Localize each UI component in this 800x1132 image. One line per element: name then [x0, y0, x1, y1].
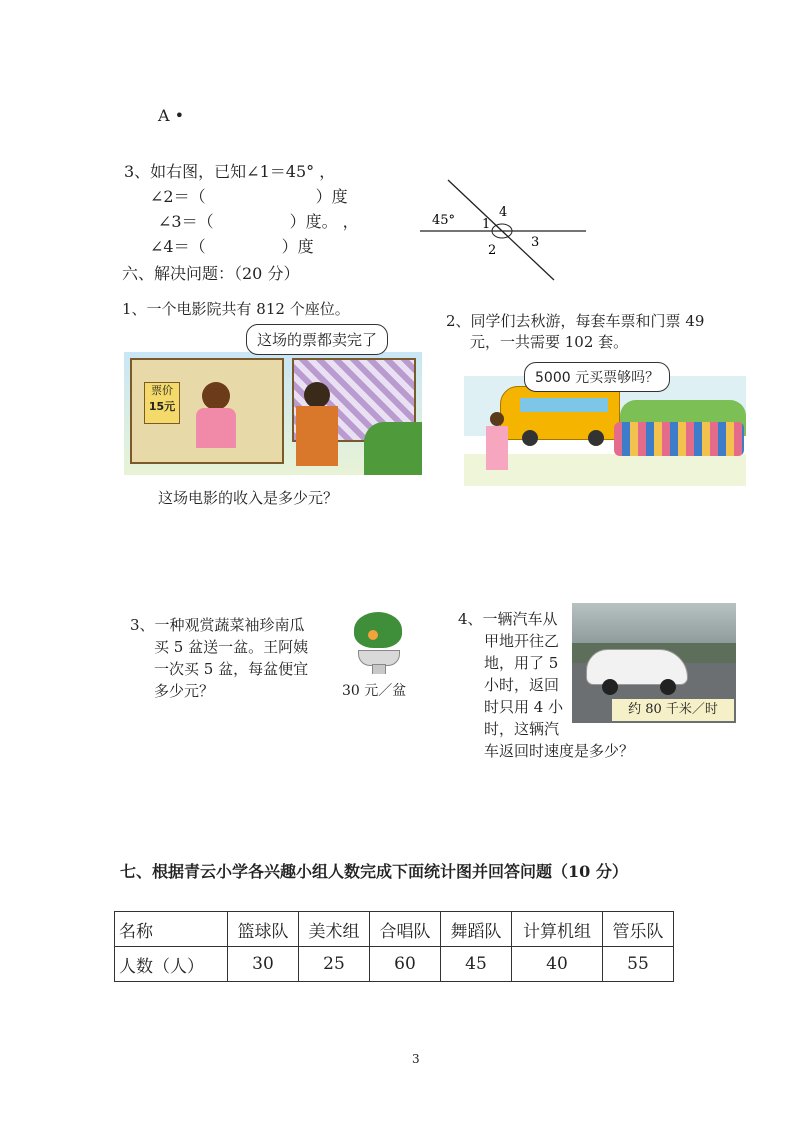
table-header-cell: 篮球队 — [228, 912, 299, 947]
interest-group-table — [114, 911, 674, 982]
p3-line4: 多少元？ — [154, 682, 215, 700]
table-cell: 40 — [512, 947, 603, 982]
table-cell: 60 — [370, 947, 441, 982]
angle-45-label: 45° — [432, 213, 456, 228]
table-row — [115, 947, 674, 982]
price-sign-value: 15元 — [148, 400, 176, 413]
table-header-cell: 管乐队 — [603, 912, 674, 947]
seller-body — [196, 408, 236, 448]
p4-line6: 时，这辆汽 — [484, 720, 560, 738]
p4-line1: 4、一辆汽车从 — [458, 610, 558, 628]
p1-text: 1、一个电影院共有 812 个座位。 — [122, 300, 350, 318]
table-header-row — [115, 912, 674, 947]
page-number: 3 — [412, 1052, 420, 1066]
table-cell: 55 — [603, 947, 674, 982]
pumpkin — [368, 630, 378, 640]
children-crowd — [614, 422, 744, 456]
p4-line3: 地，用了 5 — [484, 654, 559, 672]
q3-angle2-prefix: ∠2＝（ — [150, 187, 206, 206]
seller-head — [202, 382, 230, 410]
field-trip-illustration — [464, 376, 746, 486]
teacher-head — [490, 412, 504, 426]
bus-wheel-rear — [588, 430, 604, 446]
section7-title: 七、根据青云小学各兴趣小组人数完成下面统计图并回答问题（10 分） — [120, 862, 628, 881]
p1-question: 这场电影的收入是多少元？ — [158, 489, 339, 507]
q3-angle4-prefix: ∠4＝（ — [150, 237, 206, 256]
q3-angle3-prefix: ∠3＝（ — [158, 212, 214, 231]
car-photo-sky — [572, 603, 736, 643]
angle-2-label: 2 — [488, 243, 497, 258]
section6-title: 六、解决问题：（20 分） — [122, 264, 300, 283]
table-header-cell: 计算机组 — [512, 912, 603, 947]
angle-4-label: 4 — [499, 205, 508, 220]
q3-line2 — [150, 184, 348, 207]
angle-3-label: 3 — [531, 235, 540, 250]
diagonal-line — [448, 180, 554, 280]
q3-angle2-suffix: ）度 — [315, 187, 348, 206]
p3-line3: 一次买 5 盆，每盆便宜 — [154, 660, 309, 678]
table-cell: 25 — [299, 947, 370, 982]
car-wheel-front — [602, 679, 618, 695]
p2-line2: 元，一共需要 102 套。 — [470, 333, 629, 351]
p4-line4: 小时，返回 — [484, 676, 560, 694]
buyer-body — [296, 406, 338, 466]
point-a-label: A • — [158, 106, 185, 125]
q3-angle3-suffix: ）度。 ， — [289, 212, 359, 231]
q3-angle4-suffix: ）度 — [281, 237, 314, 256]
price-sign-title: 票价 — [151, 384, 173, 397]
table-header-cell: 美术组 — [299, 912, 370, 947]
table-header-cell: 舞蹈队 — [441, 912, 512, 947]
pot-stand — [372, 664, 386, 674]
table-cell: 45 — [441, 947, 512, 982]
buyer-head — [304, 382, 330, 408]
p3-line1: 3、一种观赏蔬菜袖珍南瓜 — [130, 616, 305, 634]
angle-1-label: 1 — [482, 217, 491, 232]
car-photo — [572, 603, 736, 723]
speed-label: 约 80 千米／时 — [612, 699, 734, 721]
angle-figure — [418, 176, 588, 286]
potted-pumpkin-image — [350, 610, 406, 674]
car-wheel-rear — [660, 679, 676, 695]
plant-leaves — [354, 612, 402, 648]
p2-line1: 2、同学们去秋游，每套车票和门票 49 — [446, 312, 705, 330]
p3-price: 30 元／盆 — [342, 683, 407, 699]
table-header-cell: 合唱队 — [370, 912, 441, 947]
bush — [364, 422, 422, 475]
teacher-body — [486, 426, 508, 470]
q3-line1: 3、如右图，已知∠1＝45° ， — [124, 162, 336, 181]
cinema-illustration — [124, 352, 422, 475]
p1-speech-bubble: 这场的票都卖完了 — [246, 324, 388, 355]
table-row-label: 人数（人） — [115, 947, 228, 982]
bus-windows — [520, 398, 608, 412]
table-header-cell: 名称 — [115, 912, 228, 947]
p2-speech-bubble: 5000 元买票够吗？ — [524, 362, 670, 392]
p4-line2: 甲地开往乙 — [484, 632, 560, 650]
p4-line7: 车返回时速度是多少？ — [484, 742, 635, 760]
q3-line3 — [158, 209, 359, 232]
bus-wheel-front — [522, 430, 538, 446]
p4-line5: 时只用 4 小 — [484, 698, 564, 716]
p3-line2: 买 5 盆送一盆。王阿姨 — [154, 638, 309, 656]
table-cell: 30 — [228, 947, 299, 982]
price-sign — [144, 382, 180, 424]
q3-line4 — [150, 234, 314, 257]
